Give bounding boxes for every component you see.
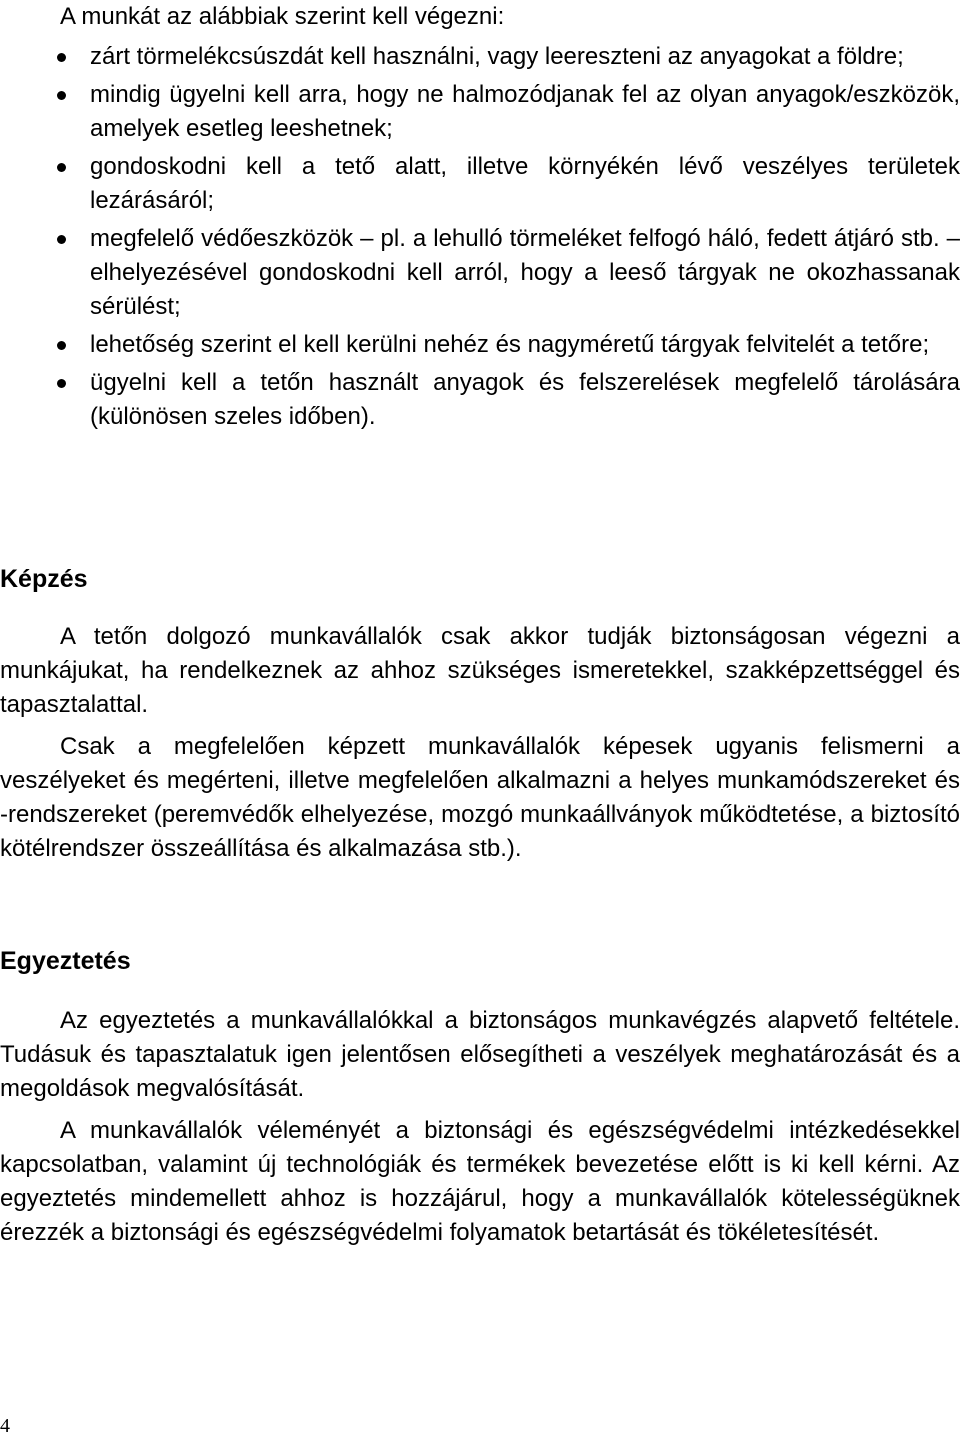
list-item bbox=[90, 366, 960, 434]
list-item-text: gondoskodni kell a tető alatt, illetve környékén lévő veszélyes területek lezárásáról; bbox=[90, 153, 960, 214]
bullet-list bbox=[90, 40, 960, 438]
bullet-icon bbox=[57, 91, 66, 100]
list-item-text: mindig ügyelni kell arra, hogy ne halmozódjanak fel az olyan anyagok/eszközök, amelyek esetleg leeshetnek; bbox=[90, 81, 960, 142]
section-heading-egyeztetes: Egyeztetés bbox=[0, 947, 131, 975]
bullet-icon bbox=[57, 235, 66, 244]
paragraph: A munkavállalók véleményét a biztonsági és egészségvédelmi intézkedésekkel kapcsolatban, valamint új technológiák és termékek bevezetése előtt is ki kell kérni. Az egyeztetés mindemellett ahhoz is hozzájárul, hogy a munkavállalók kötelességüknek érezzék a biztonsági és egészségvédelmi folyamatok betartását és tökéletesítését. bbox=[0, 1117, 960, 1246]
section-kepzes bbox=[0, 620, 960, 874]
list-item bbox=[90, 222, 960, 324]
bullet-icon bbox=[57, 53, 66, 62]
paragraph: A tetőn dolgozó munkavállalók csak akkor tudják biztonságosan végezni a munkájukat, ha rendelkeznek az ahhoz szükséges ismeretekkel, szakképzettséggel és tapasztalattal. bbox=[0, 623, 960, 718]
intro-text: A munkát az alábbiak szerint kell végezni: bbox=[60, 3, 505, 30]
bullet-icon bbox=[57, 341, 66, 350]
list-item bbox=[90, 40, 960, 74]
list-item-text: lehetőség szerint el kell kerülni nehéz és nagyméretű tárgyak felvitelét a tetőre; bbox=[90, 331, 930, 358]
bullet-icon bbox=[57, 163, 66, 172]
list-item-text: megfelelő védőeszközök – pl. a lehulló törmeléket felfogó háló, fedett átjáró stb. – elhelyezésével gondoskodni kell arról, hogy a leeső tárgyak ne okozhassanak sérülést; bbox=[90, 225, 960, 320]
section-heading-kepzes: Képzés bbox=[0, 565, 88, 593]
bullet-icon bbox=[57, 379, 66, 388]
list-item bbox=[90, 328, 960, 362]
paragraph: Az egyeztetés a munkavállalókkal a biztonságos munkavégzés alapvető feltétele. Tudásuk és tapasztalatuk igen jelentősen elősegítheti a veszélyek meghatározását és a megoldások megvalósítását. bbox=[0, 1007, 960, 1102]
list-item-text: zárt törmelékcsúszdát kell használni, vagy leereszteni az anyagokat a földre; bbox=[90, 43, 904, 70]
section-egyeztetes bbox=[0, 1004, 960, 1258]
paragraph: Csak a megfelelően képzett munkavállalók képesek ugyanis felismerni a veszélyeket és megérteni, illetve megfelelően alkalmazni a helyes munkamódszereket és -rendszereket (peremvédők elhelyezése, mozgó munkaállványok működtetése, a biztosító kötélrendszer összeállítása és alkalmazása stb.). bbox=[0, 733, 960, 862]
list-item bbox=[90, 78, 960, 146]
page-number: 4 bbox=[0, 1415, 10, 1437]
list-item-text: ügyelni kell a tetőn használt anyagok és felszerelések megfelelő tárolására (különösen szeles időben). bbox=[90, 369, 960, 430]
list-item bbox=[90, 150, 960, 218]
